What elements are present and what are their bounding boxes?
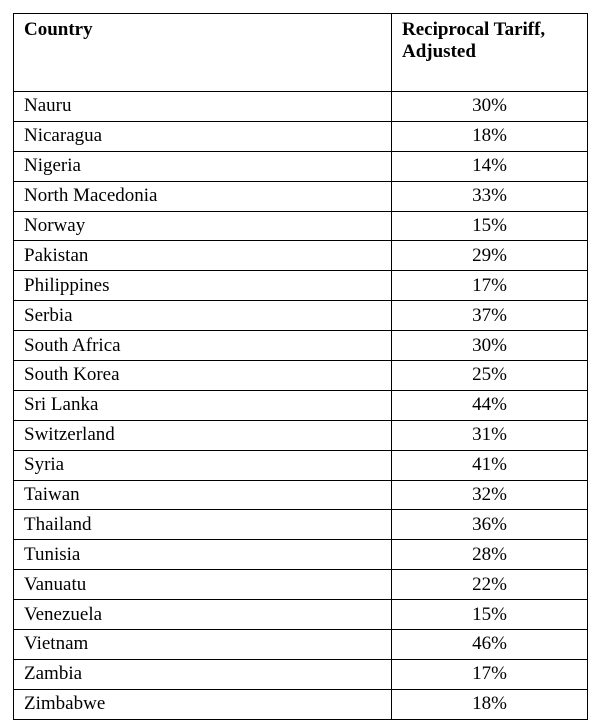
tariff-cell: 37% [392,301,588,331]
table-row [14,450,588,480]
table-row [14,540,588,570]
table-row [14,181,588,211]
tariff-cell: 41% [392,450,588,480]
country-cell: Switzerland [14,420,392,450]
country-cell: Zimbabwe [14,689,392,719]
table-row [14,361,588,391]
table-row [14,480,588,510]
country-cell: Syria [14,450,392,480]
country-header-label: Country [24,19,93,40]
table-row [14,510,588,540]
country-cell: Vanuatu [14,570,392,600]
table-row [14,151,588,181]
tariff-cell: 30% [392,92,588,122]
table-row [14,420,588,450]
table-row [14,689,588,719]
tariff-column-header [392,14,588,92]
country-cell: Vietnam [14,630,392,660]
tariff-cell: 15% [392,600,588,630]
tariff-cell: 14% [392,151,588,181]
country-cell: Serbia [14,301,392,331]
tariff-table [13,13,588,720]
table-row [14,390,588,420]
table-row [14,271,588,301]
table-row [14,121,588,151]
table-row [14,600,588,630]
country-cell: Nigeria [14,151,392,181]
country-cell: Nauru [14,92,392,122]
table-row [14,659,588,689]
table-row [14,331,588,361]
table-row [14,570,588,600]
country-cell: Tunisia [14,540,392,570]
country-cell: South Africa [14,331,392,361]
tariff-cell: 18% [392,121,588,151]
country-cell: Thailand [14,510,392,540]
tariff-cell: 30% [392,331,588,361]
country-cell: Taiwan [14,480,392,510]
tariff-cell: 33% [392,181,588,211]
country-cell: Norway [14,211,392,241]
table-row [14,301,588,331]
country-cell: Philippines [14,271,392,301]
table-row [14,211,588,241]
tariff-cell: 31% [392,420,588,450]
tariff-cell: 44% [392,390,588,420]
tariff-cell: 29% [392,241,588,271]
table-row [14,630,588,660]
tariff-cell: 46% [392,630,588,660]
tariff-cell: 17% [392,659,588,689]
country-cell: North Macedonia [14,181,392,211]
country-cell: Venezuela [14,600,392,630]
country-cell: Nicaragua [14,121,392,151]
tariff-cell: 25% [392,361,588,391]
tariff-header-label-line1: Reciprocal Tariff, [402,19,546,40]
tariff-cell: 22% [392,570,588,600]
tariff-cell: 32% [392,480,588,510]
header-row [14,14,588,92]
table-body [14,92,588,720]
tariff-header-label-line2: Adjusted [402,41,476,62]
tariff-cell: 17% [392,271,588,301]
country-cell: Zambia [14,659,392,689]
country-cell: Pakistan [14,241,392,271]
tariff-cell: 15% [392,211,588,241]
country-cell: South Korea [14,361,392,391]
table-row [14,241,588,271]
table-row [14,92,588,122]
country-cell: Sri Lanka [14,390,392,420]
tariff-cell: 28% [392,540,588,570]
country-column-header [14,14,392,92]
tariff-cell: 36% [392,510,588,540]
tariff-cell: 18% [392,689,588,719]
